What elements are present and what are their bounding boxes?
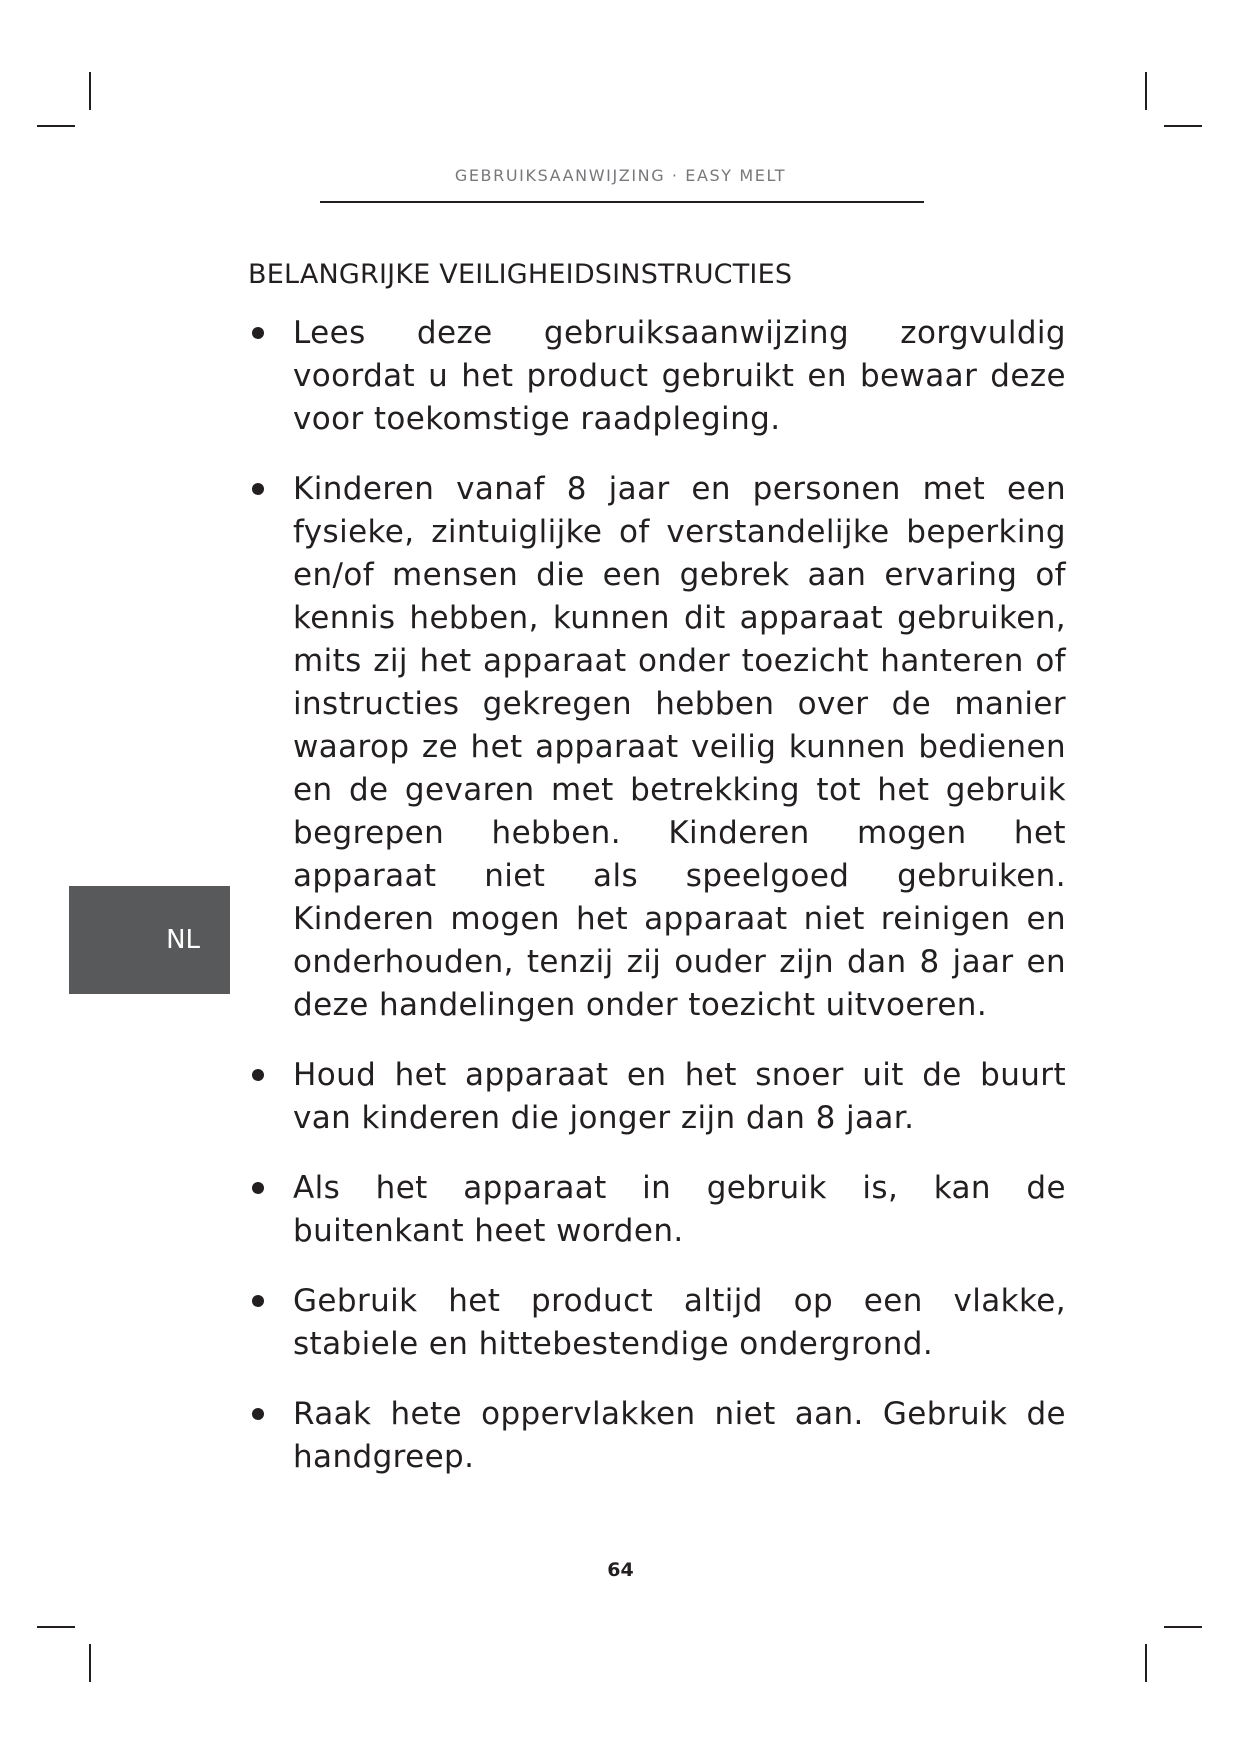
crop-mark-bottom-right-vertical (1145, 1644, 1147, 1682)
list-item (248, 1167, 1066, 1253)
crop-mark-top-left-horizontal (37, 125, 75, 127)
language-tab: NL (69, 886, 230, 994)
list-item-text: Raak hete oppervlakken niet aan. Gebruik de handgreep. (293, 1396, 1066, 1475)
crop-mark-bottom-right-horizontal (1164, 1626, 1202, 1628)
list-item-text: Kinderen vanaf 8 jaar en personen met een fysieke, zintuiglijke of verstandelijke beperking en/of mensen die een gebrek aan ervaring of kennis hebben, kunnen dit apparaat gebruiken, mits zij het apparaat onder toezicht hanteren of instructies gekregen hebben over de manier waarop ze het apparaat veilig kunnen bedienen en de gevaren met betrekking tot het gebruik begrepen hebben. Kinderen mogen het apparaat niet als speelgoed gebruiken. Kinderen mogen het apparaat niet reinigen en onderhouden, tenzij zij ouder zijn dan 8 jaar en deze handelingen onder toezicht uitvoeren. (293, 471, 1066, 1023)
bullet-dot-icon (252, 1069, 264, 1081)
running-header: GEBRUIKSAANWIJZING · EASY MELT (454, 166, 787, 185)
list-item-text: Lees deze gebruiksaanwijzing zorgvuldig voordat u het product gebruikt en bewaar deze voor toekomstige raadpleging. (293, 315, 1066, 437)
header-rule (320, 201, 924, 203)
crop-mark-bottom-left-vertical (89, 1644, 91, 1682)
page-number: 64 (607, 1559, 634, 1581)
crop-mark-top-right-horizontal (1164, 125, 1202, 127)
list-item (248, 1280, 1066, 1366)
crop-mark-top-right-vertical (1145, 72, 1147, 110)
list-item (248, 1393, 1066, 1479)
crop-mark-bottom-left-horizontal (37, 1626, 75, 1628)
bullet-dot-icon (252, 483, 264, 495)
safety-instructions-list (248, 312, 1066, 1506)
crop-mark-top-left-vertical (89, 72, 91, 110)
bullet-dot-icon (252, 1295, 264, 1307)
bullet-dot-icon (252, 1408, 264, 1420)
bullet-dot-icon (252, 327, 264, 339)
list-item-text: Houd het apparaat en het snoer uit de buurt van kinderen die jonger zijn dan 8 jaar. (293, 1057, 1066, 1136)
section-title: BELANGRIJKE VEILIGHEIDSINSTRUCTIES (248, 259, 793, 290)
bullet-dot-icon (252, 1182, 264, 1194)
list-item-text: Gebruik het product altijd op een vlakke, stabiele en hittebestendige ondergrond. (293, 1283, 1066, 1362)
list-item (248, 468, 1066, 1027)
list-item (248, 312, 1066, 441)
list-item-text: Als het apparaat in gebruik is, kan de buitenkant heet worden. (293, 1170, 1066, 1249)
list-item (248, 1054, 1066, 1140)
